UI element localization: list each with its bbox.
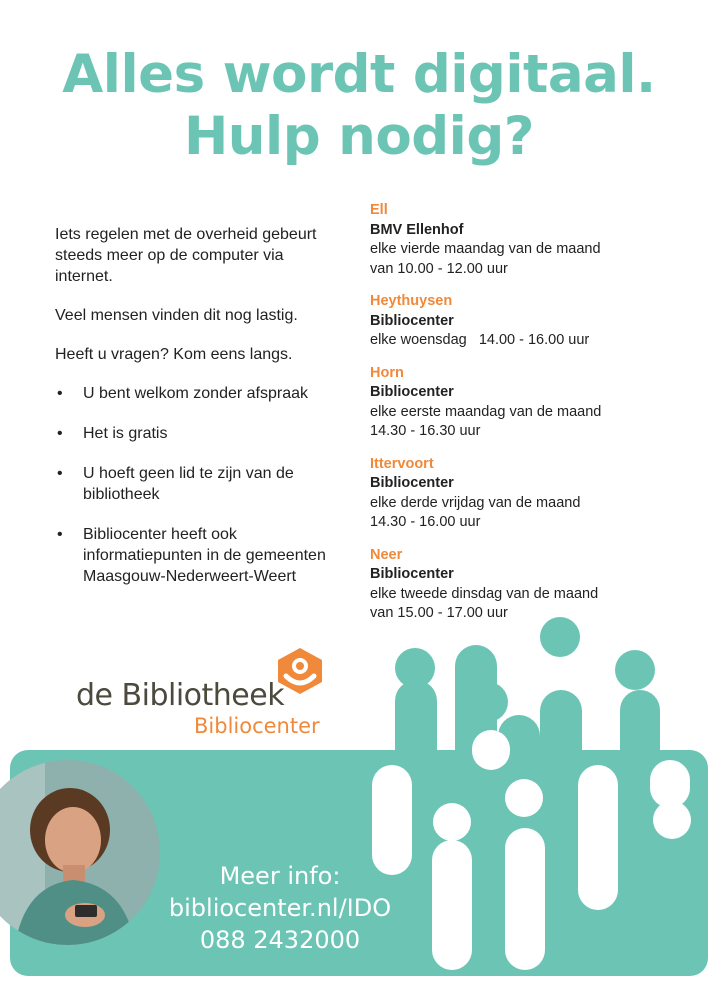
location-venue: Bibliocenter — [370, 566, 454, 582]
location-schedule: elke eerste maandag van de maand — [370, 403, 602, 420]
location-time: van 15.00 - 17.00 uur — [370, 605, 508, 621]
location-ittervoort — [370, 455, 670, 533]
bullet-text: Bibliocenter heeft ook informatiepunten in de gemeenten Maasgouw-Nederweert-Weert — [83, 526, 326, 585]
intro-paragraph-2: Veel mensen vinden dit nog lastig. — [55, 307, 298, 324]
location-schedule: elke vierde maandag van de maand — [370, 241, 601, 257]
location-heythuysen — [370, 292, 670, 351]
intro-column — [55, 224, 345, 606]
logo-name: de Bibliotheek — [76, 678, 285, 713]
location-venue: Bibliocenter — [370, 475, 454, 491]
location-city: Horn — [370, 364, 404, 381]
info-label: Meer info: — [219, 862, 341, 890]
headline-line-1: Alles wordt digitaal. — [62, 44, 656, 105]
bullet-item — [55, 383, 345, 404]
location-schedule: elke woensdag 14.00 - 16.00 uur — [370, 332, 590, 348]
bullet-item — [55, 524, 345, 587]
location-schedule: elke tweede dinsdag van de maand — [370, 585, 599, 602]
bullet-list — [55, 383, 345, 587]
locations-column — [370, 201, 670, 637]
info-website: bibliocenter.nl/IDO — [168, 894, 392, 922]
bullet-dot: • — [57, 465, 63, 482]
location-city: Neer — [370, 546, 403, 563]
intro-paragraph-1: Iets regelen met de overheid gebeurt steeds meer op de computer via internet. — [55, 226, 317, 285]
location-schedule: elke derde vrijdag van de maand — [370, 494, 581, 511]
bullet-text: Het is gratis — [83, 425, 168, 442]
bullet-dot: • — [57, 425, 63, 442]
bullet-item — [55, 463, 345, 505]
location-city: Ittervoort — [370, 455, 434, 472]
location-time: 14.30 - 16.30 uur — [370, 423, 481, 439]
location-time: 14.30 - 16.00 uur — [370, 514, 481, 530]
bullet-text: U bent welkom zonder afspraak — [83, 385, 308, 402]
location-venue: BMV Ellenhof — [370, 221, 464, 238]
intro-paragraph-3: Heeft u vragen? Kom eens langs. — [55, 346, 293, 363]
location-venue: Bibliocenter — [370, 312, 454, 329]
location-neer — [370, 546, 670, 624]
info-phone: 088 2432000 — [199, 926, 361, 954]
location-city: Ell — [370, 202, 388, 218]
bullet-item — [55, 423, 345, 444]
headline-line-2: Hulp nodig? — [183, 106, 535, 167]
location-city: Heythuysen — [370, 293, 453, 309]
location-venue: Bibliocenter — [370, 384, 454, 400]
bullet-text: U hoeft geen lid te zijn van de bibliotheek — [83, 465, 294, 503]
logo-subname: Bibliocenter — [194, 714, 320, 738]
location-ell — [370, 201, 670, 279]
bullet-dot: • — [57, 526, 63, 543]
bullet-dot: • — [57, 385, 63, 402]
location-horn — [370, 364, 670, 442]
location-time: van 10.00 - 12.00 uur — [370, 260, 508, 277]
